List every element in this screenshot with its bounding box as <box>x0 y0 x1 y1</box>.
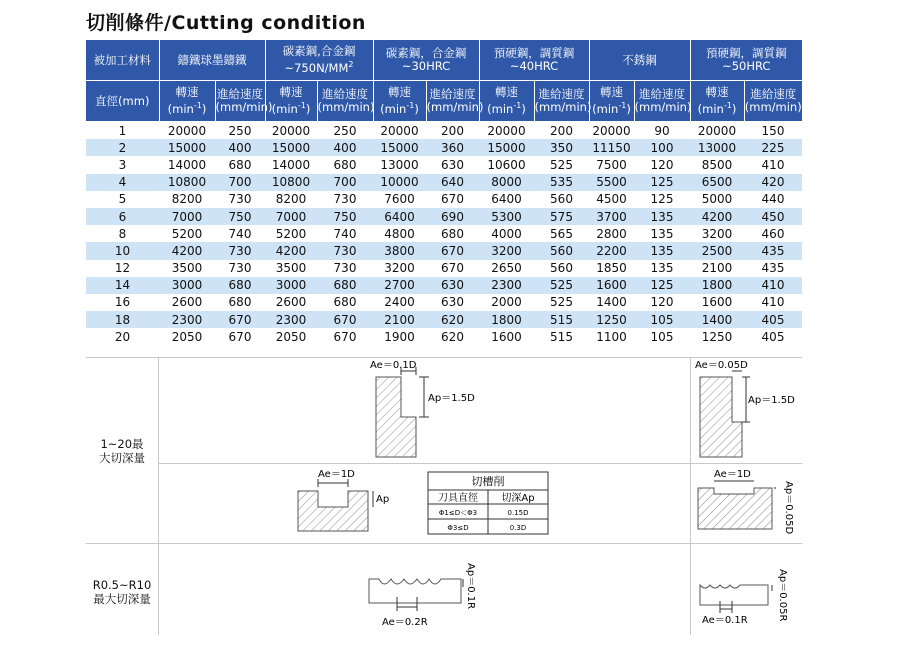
speed-cell: 3500 <box>265 260 317 277</box>
feed-cell: 525 <box>534 156 589 173</box>
feed-cell: 100 <box>634 139 690 156</box>
diameter-cell: 10 <box>86 242 159 259</box>
speed-cell: 15000 <box>159 139 215 156</box>
feed-cell: 90 <box>634 122 690 140</box>
speed-cell: 14000 <box>265 156 317 173</box>
ap-label: Ap＝0.05D <box>783 481 794 535</box>
speed-cell: 6500 <box>690 174 744 191</box>
ap-label: Ap＝1.5D <box>428 393 475 404</box>
material-header: 鑄鐵球墨鑄鐵 <box>159 40 265 81</box>
speed-cell: 4000 <box>479 225 534 242</box>
feed-cell: 400 <box>317 139 373 156</box>
feed-cell: 670 <box>426 242 479 259</box>
ae-label: Ae＝1D <box>714 469 751 480</box>
feed-cell: 105 <box>634 311 690 328</box>
ap-label: Ap＝1.5D <box>748 395 795 406</box>
speed-cell: 10800 <box>265 174 317 191</box>
speed-cell: 3200 <box>373 260 426 277</box>
slotting-diagram <box>298 469 389 531</box>
speed-cell: 2050 <box>265 328 317 345</box>
max-depth-label-r05-r10: R0.5~R10 最大切深量 <box>92 578 152 606</box>
speed-header: 轉速 $(\min^{-1})$ <box>373 81 426 122</box>
diameter-cell: 4 <box>86 174 159 191</box>
speed-cell: 15000 <box>265 139 317 156</box>
feed-cell: 525 <box>534 294 589 311</box>
speed-cell: 5200 <box>265 225 317 242</box>
feed-cell: 125 <box>634 277 690 294</box>
svg-text:0.15D: 0.15D <box>507 509 529 517</box>
feed-cell: 670 <box>426 260 479 277</box>
feed-cell: 360 <box>426 139 479 156</box>
speed-cell: 6400 <box>479 191 534 208</box>
speed-cell: 2500 <box>690 242 744 259</box>
speed-cell: 10000 <box>373 174 426 191</box>
feed-cell: 410 <box>744 156 802 173</box>
speed-cell: 14000 <box>159 156 215 173</box>
diagram-canvas <box>86 357 802 635</box>
speed-cell: 10600 <box>479 156 534 173</box>
speed-cell: 2050 <box>159 328 215 345</box>
feed-cell: 440 <box>744 191 802 208</box>
speed-cell: 1400 <box>589 294 634 311</box>
table-row <box>86 311 802 328</box>
feed-cell: 630 <box>426 294 479 311</box>
speed-cell: 7500 <box>589 156 634 173</box>
speed-cell: 20000 <box>479 122 534 140</box>
speed-cell: 5000 <box>690 191 744 208</box>
speed-cell: 2600 <box>159 294 215 311</box>
speed-cell: 4800 <box>373 225 426 242</box>
speed-cell: 20000 <box>589 122 634 140</box>
ae-label: Ae＝0.1R <box>702 615 748 626</box>
speed-cell: 20000 <box>373 122 426 140</box>
feed-cell: 690 <box>426 208 479 225</box>
ae-label: Ae＝0.1D <box>370 360 417 371</box>
side-milling-diagram <box>370 360 475 457</box>
feed-cell: 410 <box>744 294 802 311</box>
speed-cell: 1900 <box>373 328 426 345</box>
speed-cell: 2300 <box>159 311 215 328</box>
diameter-cell: 18 <box>86 311 159 328</box>
feed-cell: 740 <box>215 225 265 242</box>
speed-cell: 2300 <box>479 277 534 294</box>
speed-cell: 1100 <box>589 328 634 345</box>
feed-header: 進給速度 (mm/min) <box>634 81 690 122</box>
speed-cell: 8500 <box>690 156 744 173</box>
feed-cell: 410 <box>744 277 802 294</box>
feed-cell: 700 <box>215 174 265 191</box>
diameter-cell: 3 <box>86 156 159 173</box>
ap-label: Ap <box>376 494 390 505</box>
table-row <box>86 328 802 345</box>
speed-cell: 20000 <box>690 122 744 140</box>
diameter-cell: 1 <box>86 122 159 140</box>
feed-cell: 450 <box>744 208 802 225</box>
speed-cell: 3800 <box>373 242 426 259</box>
table-row <box>86 208 802 225</box>
slotting-diagram-hard <box>698 469 794 534</box>
cutting-depth-diagrams <box>86 357 802 635</box>
ae-label: Ae＝1D <box>318 469 355 480</box>
feed-cell: 680 <box>215 277 265 294</box>
feed-cell: 620 <box>426 328 479 345</box>
ball-scallop-diagram <box>369 563 476 628</box>
speed-cell: 20000 <box>265 122 317 140</box>
feed-header: 進給速度 (mm/min) <box>215 81 265 122</box>
speed-header: 轉速 $(\min^{-1})$ <box>265 81 317 122</box>
speed-cell: 5500 <box>589 174 634 191</box>
table-row <box>86 277 802 294</box>
material-header: 預硬鋼，調質鋼 ~50HRC <box>690 40 802 81</box>
speed-cell: 1850 <box>589 260 634 277</box>
feed-cell: 700 <box>317 174 373 191</box>
speed-cell: 1600 <box>589 277 634 294</box>
feed-cell: 105 <box>634 328 690 345</box>
feed-cell: 225 <box>744 139 802 156</box>
speed-cell: 4500 <box>589 191 634 208</box>
page-title: 切削條件/Cutting condition <box>86 12 366 34</box>
speed-cell: 13000 <box>373 156 426 173</box>
feed-cell: 515 <box>534 311 589 328</box>
feed-cell: 125 <box>634 191 690 208</box>
table-row <box>86 156 802 173</box>
speed-cell: 3000 <box>265 277 317 294</box>
table-row <box>86 225 802 242</box>
side-milling-diagram-hard <box>695 360 795 457</box>
feed-cell: 630 <box>426 156 479 173</box>
feed-cell: 740 <box>317 225 373 242</box>
feed-cell: 750 <box>215 208 265 225</box>
feed-cell: 670 <box>317 311 373 328</box>
speed-cell: 4200 <box>690 208 744 225</box>
feed-cell: 560 <box>534 191 589 208</box>
svg-text:刀具直徑: 刀具直徑 <box>438 493 478 504</box>
speed-cell: 7000 <box>265 208 317 225</box>
speed-cell: 2200 <box>589 242 634 259</box>
feed-cell: 730 <box>215 191 265 208</box>
cutting-condition-table <box>86 40 802 345</box>
svg-text:Φ1≤D＜Φ3: Φ1≤D＜Φ3 <box>438 509 478 517</box>
feed-cell: 250 <box>317 122 373 140</box>
feed-cell: 680 <box>317 277 373 294</box>
svg-text:Φ3≤D: Φ3≤D <box>447 524 469 532</box>
speed-cell: 1250 <box>690 328 744 345</box>
ap-label: Ap＝0.1R <box>465 563 476 610</box>
speed-header: 轉速 $(\min^{-1})$ <box>690 81 744 122</box>
speed-cell: 2600 <box>265 294 317 311</box>
diameter-cell: 20 <box>86 328 159 345</box>
svg-text:切深Ap: 切深Ap <box>501 493 535 504</box>
diameter-cell: 6 <box>86 208 159 225</box>
speed-cell: 5200 <box>159 225 215 242</box>
speed-header: 轉速 $(\min^{-1})$ <box>159 81 215 122</box>
speed-cell: 8000 <box>479 174 534 191</box>
feed-cell: 620 <box>426 311 479 328</box>
speed-cell: 1600 <box>690 294 744 311</box>
feed-header: 進給速度 (mm/min) <box>426 81 479 122</box>
feed-cell: 560 <box>534 260 589 277</box>
diameter-cell: 16 <box>86 294 159 311</box>
ap-label: Ap＝0.05R <box>777 569 788 622</box>
diameter-header: 直徑(mm) <box>86 81 159 122</box>
speed-cell: 20000 <box>159 122 215 140</box>
feed-cell: 200 <box>534 122 589 140</box>
material-header: 碳素鋼，合金鋼 ~30HRC <box>373 40 479 81</box>
speed-cell: 4200 <box>265 242 317 259</box>
speed-cell: 2800 <box>589 225 634 242</box>
feed-cell: 565 <box>534 225 589 242</box>
table-row <box>86 294 802 311</box>
table-row <box>86 242 802 259</box>
feed-cell: 680 <box>426 225 479 242</box>
diameter-cell: 12 <box>86 260 159 277</box>
speed-cell: 1400 <box>690 311 744 328</box>
speed-cell: 11150 <box>589 139 634 156</box>
feed-cell: 435 <box>744 260 802 277</box>
speed-cell: 7600 <box>373 191 426 208</box>
material-header: 預硬鋼，調質鋼 ~40HRC <box>479 40 589 81</box>
feed-cell: 120 <box>634 156 690 173</box>
feed-cell: 405 <box>744 328 802 345</box>
feed-cell: 670 <box>426 191 479 208</box>
material-header: 不銹鋼 <box>589 40 690 81</box>
feed-cell: 135 <box>634 242 690 259</box>
feed-header: 進給速度 (mm/min) <box>317 81 373 122</box>
svg-text:0.3D: 0.3D <box>509 524 527 532</box>
speed-header: 轉速 $(\min^{-1})$ <box>479 81 534 122</box>
feed-cell: 400 <box>215 139 265 156</box>
feed-cell: 435 <box>744 242 802 259</box>
feed-cell: 560 <box>534 242 589 259</box>
feed-cell: 515 <box>534 328 589 345</box>
table-row <box>86 191 802 208</box>
speed-cell: 15000 <box>479 139 534 156</box>
feed-cell: 730 <box>317 260 373 277</box>
speed-cell: 2100 <box>690 260 744 277</box>
speed-cell: 4200 <box>159 242 215 259</box>
speed-cell: 13000 <box>690 139 744 156</box>
ae-label: Ae＝0.05D <box>695 360 748 371</box>
speed-cell: 2650 <box>479 260 534 277</box>
material-header-label: 被加工材料 <box>86 40 159 81</box>
feed-cell: 135 <box>634 225 690 242</box>
feed-cell: 420 <box>744 174 802 191</box>
feed-cell: 730 <box>215 260 265 277</box>
speed-cell: 7000 <box>159 208 215 225</box>
speed-cell: 1600 <box>479 328 534 345</box>
feed-cell: 750 <box>317 208 373 225</box>
speed-cell: 6400 <box>373 208 426 225</box>
speed-cell: 5300 <box>479 208 534 225</box>
feed-cell: 680 <box>215 156 265 173</box>
feed-cell: 135 <box>634 208 690 225</box>
speed-cell: 1800 <box>479 311 534 328</box>
groove-table <box>428 472 548 534</box>
feed-cell: 250 <box>215 122 265 140</box>
table-row <box>86 122 802 140</box>
feed-cell: 120 <box>634 294 690 311</box>
feed-cell: 680 <box>215 294 265 311</box>
feed-header: 進給速度 (mm/min) <box>534 81 589 122</box>
speed-cell: 3700 <box>589 208 634 225</box>
diameter-cell: 14 <box>86 277 159 294</box>
speed-cell: 2700 <box>373 277 426 294</box>
speed-cell: 3500 <box>159 260 215 277</box>
feed-cell: 135 <box>634 260 690 277</box>
feed-cell: 575 <box>534 208 589 225</box>
feed-cell: 350 <box>534 139 589 156</box>
feed-cell: 680 <box>317 156 373 173</box>
speed-cell: 2000 <box>479 294 534 311</box>
speed-cell: 3200 <box>690 225 744 242</box>
ball-scallop-diagram-hard <box>700 569 788 626</box>
feed-header: 進給速度 (mm/min) <box>744 81 802 122</box>
feed-cell: 535 <box>534 174 589 191</box>
diameter-cell: 2 <box>86 139 159 156</box>
diameter-cell: 8 <box>86 225 159 242</box>
speed-cell: 2300 <box>265 311 317 328</box>
speed-cell: 1800 <box>690 277 744 294</box>
feed-cell: 670 <box>317 328 373 345</box>
speed-cell: 2400 <box>373 294 426 311</box>
speed-cell: 8200 <box>159 191 215 208</box>
speed-cell: 15000 <box>373 139 426 156</box>
feed-cell: 405 <box>744 311 802 328</box>
feed-cell: 730 <box>215 242 265 259</box>
feed-cell: 150 <box>744 122 802 140</box>
speed-cell: 2100 <box>373 311 426 328</box>
speed-cell: 3200 <box>479 242 534 259</box>
feed-cell: 640 <box>426 174 479 191</box>
feed-cell: 730 <box>317 191 373 208</box>
table-row <box>86 139 802 156</box>
feed-cell: 460 <box>744 225 802 242</box>
speed-cell: 10800 <box>159 174 215 191</box>
feed-cell: 730 <box>317 242 373 259</box>
diameter-cell: 5 <box>86 191 159 208</box>
feed-cell: 680 <box>317 294 373 311</box>
table-row <box>86 260 802 277</box>
speed-cell: 8200 <box>265 191 317 208</box>
speed-header: 轉速 $(\min^{-1})$ <box>589 81 634 122</box>
max-depth-label-1-20: 1~20最 大切深量 <box>99 437 145 465</box>
feed-cell: 525 <box>534 277 589 294</box>
feed-cell: 670 <box>215 311 265 328</box>
feed-cell: 125 <box>634 174 690 191</box>
material-header: 碳素鋼,合金鋼 $\sim 750N/MM^2$ <box>265 40 373 81</box>
speed-cell: 1250 <box>589 311 634 328</box>
table-row <box>86 174 802 191</box>
ae-label: Ae＝0.2R <box>382 617 428 628</box>
feed-cell: 670 <box>215 328 265 345</box>
feed-cell: 630 <box>426 277 479 294</box>
feed-cell: 200 <box>426 122 479 140</box>
speed-cell: 3000 <box>159 277 215 294</box>
svg-text:切槽削: 切槽削 <box>471 475 505 488</box>
